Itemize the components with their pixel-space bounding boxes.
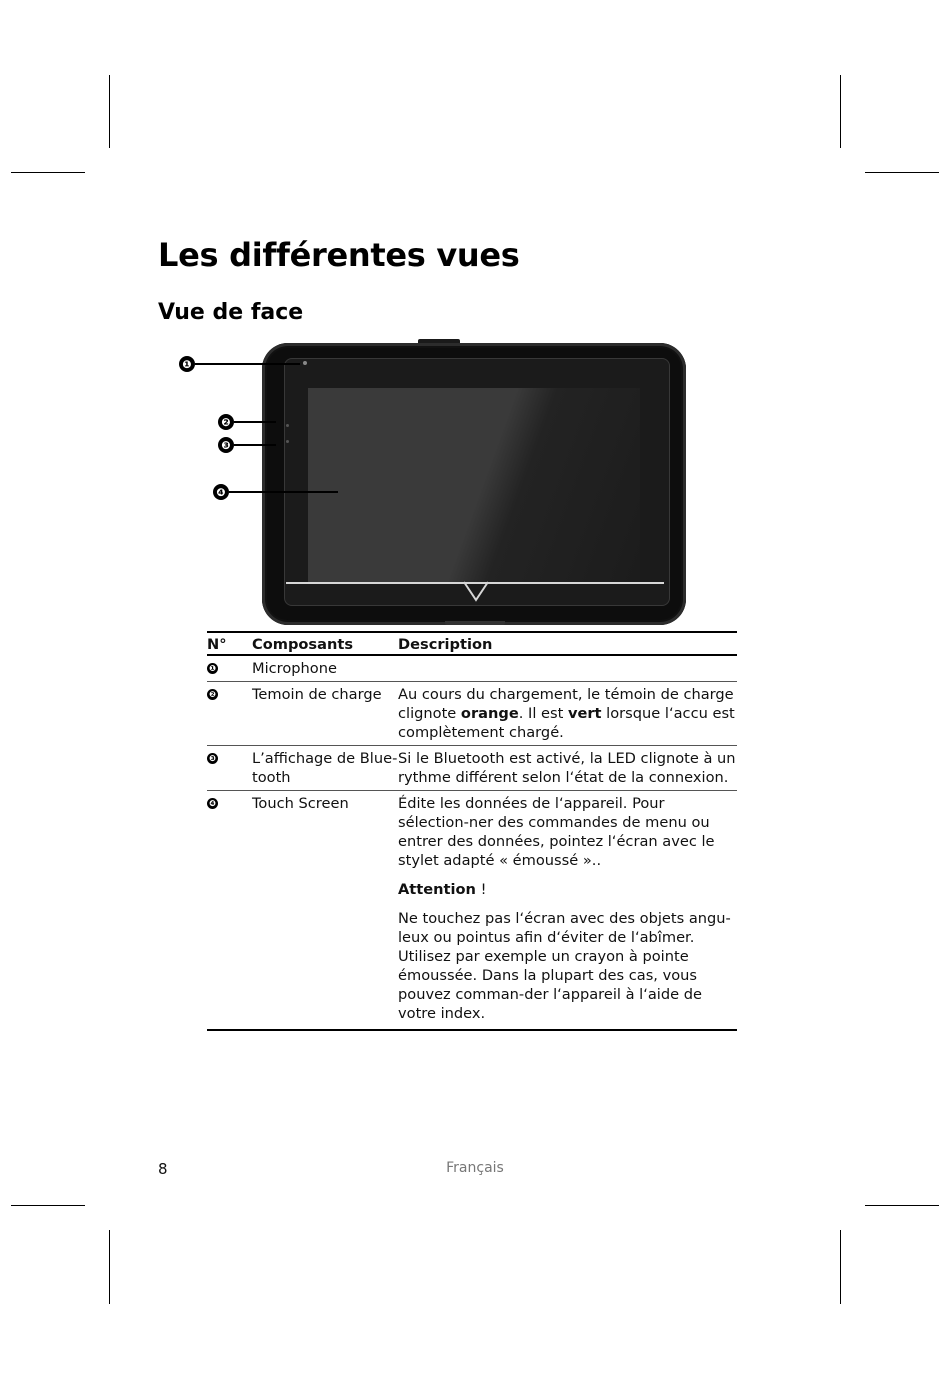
- callout-line: [234, 444, 276, 446]
- column-header-number: N°: [207, 632, 252, 655]
- row-number: ❷: [207, 689, 218, 700]
- description-text: Édite les données de l‘appareil. Pour sélection-ner des commandes de menu ou entrer des données, pointez l‘écran avec le stylet adapté « émoussé »..: [398, 795, 715, 869]
- chevron-down-icon: [462, 580, 490, 604]
- bluetooth-led: [286, 440, 289, 443]
- component-name: Touch Screen: [252, 791, 398, 1031]
- component-name: Microphone: [252, 655, 398, 682]
- attention-text: Ne touchez pas l‘écran avec des objets angu-leux ou pointus afin d‘éviter de l‘abîmer. Utilisez par exemple un crayon à pointe émoussée. Dans la plupart des cas, vous pouvez comman-der l‘appareil à l‘aide de votre index.: [398, 910, 731, 1022]
- component-description: [398, 655, 737, 682]
- callout-number: ❹: [213, 484, 229, 500]
- page-title: Les différentes vues: [158, 236, 520, 274]
- component-description: Si le Bluetooth est activé, la LED clignote à un rythme différent selon l‘état de la connexion.: [398, 746, 737, 791]
- component-name: L’affichage de Blue-tooth: [252, 746, 398, 791]
- crop-mark: [109, 75, 110, 148]
- row-number: ❹: [207, 798, 218, 809]
- callout-number: ❸: [218, 437, 234, 453]
- microphone-dot: [303, 361, 307, 365]
- callout-line: [234, 421, 276, 423]
- table-header-row: [207, 632, 737, 655]
- table-row: [207, 682, 737, 746]
- component-name: Temoin de charge: [252, 682, 398, 746]
- crop-mark: [11, 1205, 85, 1206]
- section-subtitle: Vue de face: [158, 300, 304, 325]
- callout-1: [179, 356, 300, 372]
- crop-mark: [11, 172, 85, 173]
- attention-suffix: !: [475, 881, 487, 898]
- device-screen: [308, 388, 640, 582]
- column-header-description: Description: [398, 632, 737, 655]
- component-description: [398, 682, 737, 746]
- description-emphasis: vert: [567, 705, 602, 722]
- callout-line: [195, 363, 300, 365]
- callout-number: ❷: [218, 414, 234, 430]
- description-text: lorsque l‘accu est complètement chargé.: [398, 705, 735, 741]
- description-text: . Il est: [518, 705, 568, 722]
- table-row: [207, 746, 737, 791]
- device-bottom-button: [445, 621, 505, 625]
- column-header-components: Composants: [252, 632, 398, 655]
- footer-language: Français: [446, 1160, 504, 1176]
- page-number: 8: [158, 1160, 168, 1178]
- charge-led: [286, 424, 289, 427]
- row-number: ❶: [207, 663, 218, 674]
- attention-word: Attention: [398, 881, 476, 898]
- callout-number: ❶: [179, 356, 195, 372]
- callout-4: [213, 484, 338, 500]
- table-row: [207, 655, 737, 682]
- callout-2: [218, 414, 276, 430]
- table-row: [207, 791, 737, 1031]
- crop-mark: [865, 1205, 939, 1206]
- attention-label: [398, 880, 737, 899]
- callout-3: [218, 437, 276, 453]
- row-number: ❸: [207, 753, 218, 764]
- crop-mark: [865, 172, 939, 173]
- description-text: Au cours du chargement, le témoin de charge clignote: [398, 686, 734, 722]
- crop-mark: [840, 1230, 841, 1304]
- crop-mark: [840, 75, 841, 148]
- description-emphasis: orange: [460, 705, 519, 722]
- components-table: [207, 631, 737, 1031]
- callout-line: [229, 491, 338, 493]
- crop-mark: [109, 1230, 110, 1304]
- component-description: [398, 791, 737, 1031]
